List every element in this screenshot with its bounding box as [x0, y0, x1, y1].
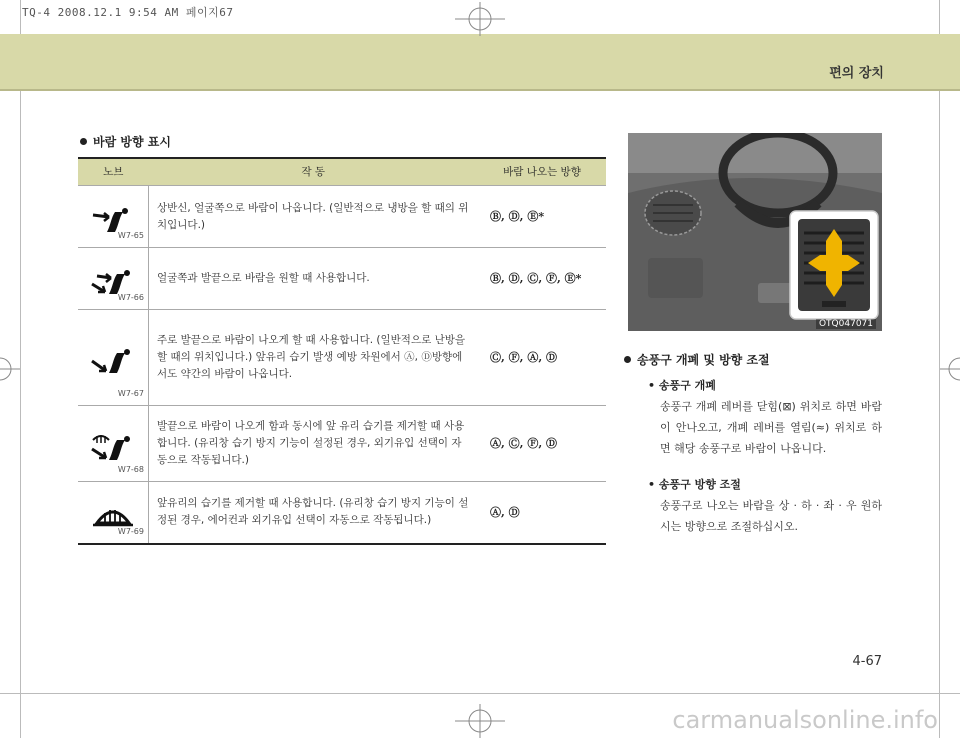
- section-title: 편의 장치: [829, 66, 884, 81]
- table-row: [78, 310, 606, 406]
- action-cell: 앞유리의 습기를 제거할 때 사용합니다. (유리창 습기 방지 기능이 설정된 경우, 에어컨과 외기유입 선택이 자동으로 작동됩니다.): [149, 482, 479, 544]
- bullet-icon: [624, 356, 631, 363]
- knob-code: W7-68: [117, 465, 144, 474]
- direction-cell: Ⓑ, Ⓓ, Ⓔ*: [478, 186, 606, 248]
- subsection-body: 송풍구로 나오는 바람을 상 · 하 · 좌 · 우 원하시는 방향으로 조절하십시오.: [660, 499, 882, 533]
- photo-code: OTQ047071: [816, 319, 876, 329]
- knob-code: W7-69: [117, 526, 144, 536]
- knob-cell: [78, 406, 149, 482]
- header-knob: 노브: [78, 158, 149, 186]
- vent-floor-defrost-icon: [89, 432, 137, 464]
- page-number: 4-67: [852, 654, 882, 669]
- dashboard-vent-photo: [628, 133, 882, 331]
- subsection-body: 송풍구 개폐 레버를 닫힘(⊠) 위치로 하면 바람이 안나오고, 개폐 레버를 열림(≈) 위치로 하면 해당 송풍구로 바람이 나옵니다.: [660, 400, 882, 455]
- subsection-title: • 송풍구 개폐: [648, 375, 882, 396]
- dashboard-illustration: [628, 133, 882, 331]
- knob-code: W7-66: [117, 293, 144, 302]
- crop-line-left: [20, 0, 21, 738]
- registration-mark-right: [940, 352, 960, 386]
- direction-cell: Ⓑ, Ⓓ, Ⓒ, Ⓕ, Ⓔ*: [478, 248, 606, 310]
- watermark: carmanualsonline.info: [672, 706, 938, 734]
- table-header-row: [78, 158, 606, 186]
- subsection-title: • 송풍구 방향 조절: [648, 474, 882, 495]
- table-title-text: 바람 방향 표시: [93, 135, 171, 149]
- registration-mark-left: [0, 352, 20, 386]
- table-row: [78, 406, 606, 482]
- subsection-vent-direction: [648, 474, 882, 537]
- direction-cell: Ⓒ, Ⓕ, Ⓐ, Ⓓ: [478, 310, 606, 406]
- direction-cell: Ⓐ, Ⓒ, Ⓕ, Ⓓ: [478, 406, 606, 482]
- right-section-title: [624, 351, 770, 368]
- action-cell: 상반신, 얼굴쪽으로 바람이 나옵니다. (일반적으로 냉방을 할 때의 위치입니다.): [149, 186, 479, 248]
- right-section-title-text: 송풍구 개폐 및 방향 조절: [637, 353, 770, 367]
- knob-code: W7-67: [117, 389, 144, 398]
- crop-line-bottom: [0, 693, 960, 694]
- knob-cell: [78, 186, 149, 248]
- action-cell: 얼굴쪽과 발끝으로 바람을 원할 때 사용합니다.: [149, 248, 479, 310]
- bullet-icon: [80, 138, 87, 145]
- table-row: [78, 248, 606, 310]
- table-title: [80, 133, 171, 150]
- knob-cell: [78, 248, 149, 310]
- table-row: [78, 482, 606, 544]
- vent-floor-icon: [89, 347, 137, 377]
- print-header: TQ-4 2008.12.1 9:54 AM 페이지67: [22, 6, 234, 19]
- subsection-vent-open-close: [648, 375, 882, 459]
- header-rule: [0, 89, 960, 91]
- header-band: [0, 34, 960, 89]
- registration-mark-top: [455, 2, 505, 36]
- action-cell: 주로 발끝으로 바람이 나오게 할 때 사용합니다. (일반적으로 난방을 할 때의 위치입니다.) 앞유리 습기 발생 예방 차원에서 Ⓐ, Ⓓ방향에서도 약간의 바람이 나옵니다.: [149, 310, 479, 406]
- knob-cell: [78, 482, 149, 544]
- air-direction-table: [78, 157, 606, 545]
- knob-code: W7-65: [117, 231, 144, 240]
- knob-cell: [78, 310, 149, 406]
- registration-mark-bottom: [455, 704, 505, 738]
- direction-cell: Ⓐ, Ⓓ: [478, 482, 606, 544]
- action-cell: 발끝으로 바람이 나오게 함과 동시에 앞 유리 습기를 제거할 때 사용합니다. (유리창 습기 방지 기능이 설정된 경우, 외기유입 선택이 자동으로 작동됩니다.): [149, 406, 479, 482]
- header-direction: 바람 나오는 방향: [478, 158, 606, 186]
- table-row: [78, 186, 606, 248]
- header-action: 작 동: [149, 158, 479, 186]
